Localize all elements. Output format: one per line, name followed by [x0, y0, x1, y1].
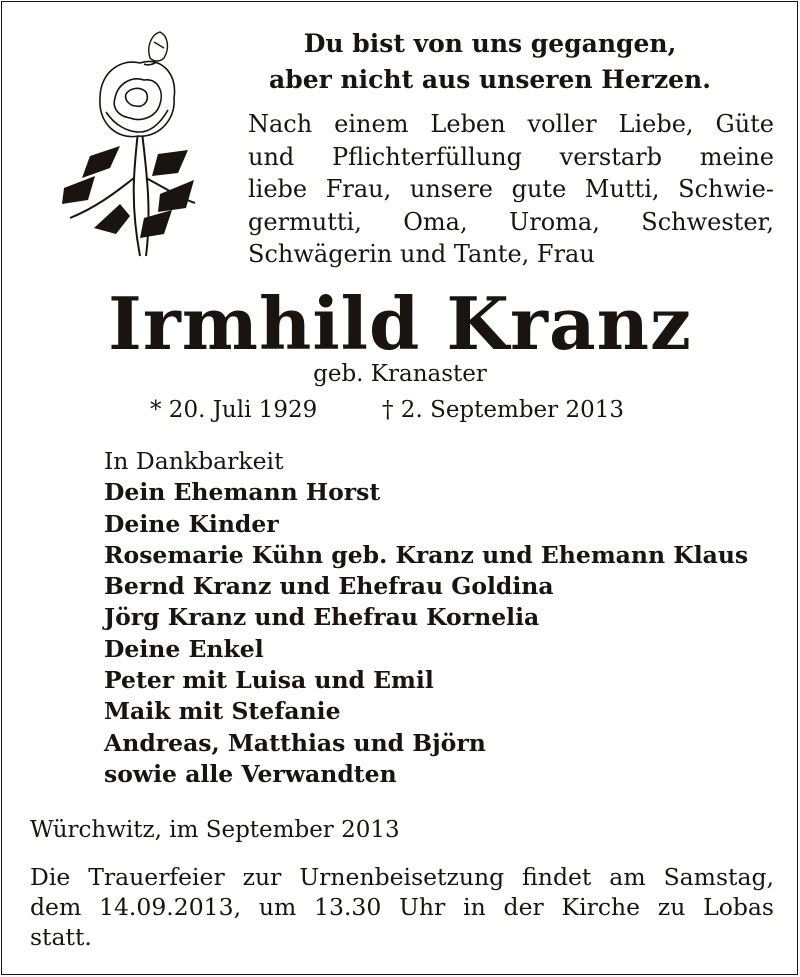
place-date: Würchwitz, im September 2013	[30, 817, 400, 843]
signers-intro: In Dankbarkeit	[104, 447, 284, 475]
signer-line: Andreas, Matthias und Björn	[104, 728, 486, 757]
death-date: † 2. September 2013	[382, 397, 624, 423]
birth-date: * 20. Juli 1929	[150, 397, 318, 423]
intro-line: Nach einem Leben voller Liebe, Güte	[248, 110, 774, 138]
motto	[240, 26, 740, 98]
signer-line: Rosemarie Kühn geb. Kranz und Ehemann Klaus	[104, 540, 749, 569]
signer-line: Deine Enkel	[104, 634, 264, 663]
motto-line: Du bist von uns gegangen,	[303, 29, 677, 58]
signer-line: Maik mit Stefanie	[104, 697, 341, 726]
funeral-line: Die Trauerfeier zur Urnenbeisetzung findet am Samstag,	[30, 863, 774, 891]
signer-line: Dein Ehemann Horst	[104, 478, 381, 507]
funeral-line: statt.	[30, 923, 92, 951]
signers-block	[104, 446, 784, 790]
intro-text	[248, 108, 774, 271]
deceased-name: Irmhild Kranz	[108, 281, 692, 366]
funeral-notice	[30, 862, 774, 952]
intro-line: liebe Frau, unsere gute Mutti, Schwie-	[248, 175, 774, 203]
signer-line: Peter mit Luisa und Emil	[104, 666, 434, 695]
intro-line: und Pflichterfüllung verstarb meine	[248, 142, 774, 171]
funeral-line: dem 14.09.2013, um 13.30 Uhr in der Kirche zu Lobas	[30, 893, 774, 921]
signer-line: Bernd Kranz und Ehefrau Goldina	[104, 572, 554, 601]
signer-line: Deine Kinder	[104, 509, 279, 538]
motto-line: aber nicht aus unseren Herzen.	[269, 65, 711, 94]
intro-line: germutti, Oma, Uroma, Schwester,	[248, 207, 774, 236]
rose-icon	[60, 28, 200, 260]
intro-line: Schwägerin und Tante, Frau	[248, 240, 595, 268]
signer-line: Jörg Kranz und Ehefrau Kornelia	[104, 603, 540, 632]
birth-name: geb. Kranaster	[313, 361, 487, 387]
signer-line: sowie alle Verwandten	[104, 759, 397, 788]
